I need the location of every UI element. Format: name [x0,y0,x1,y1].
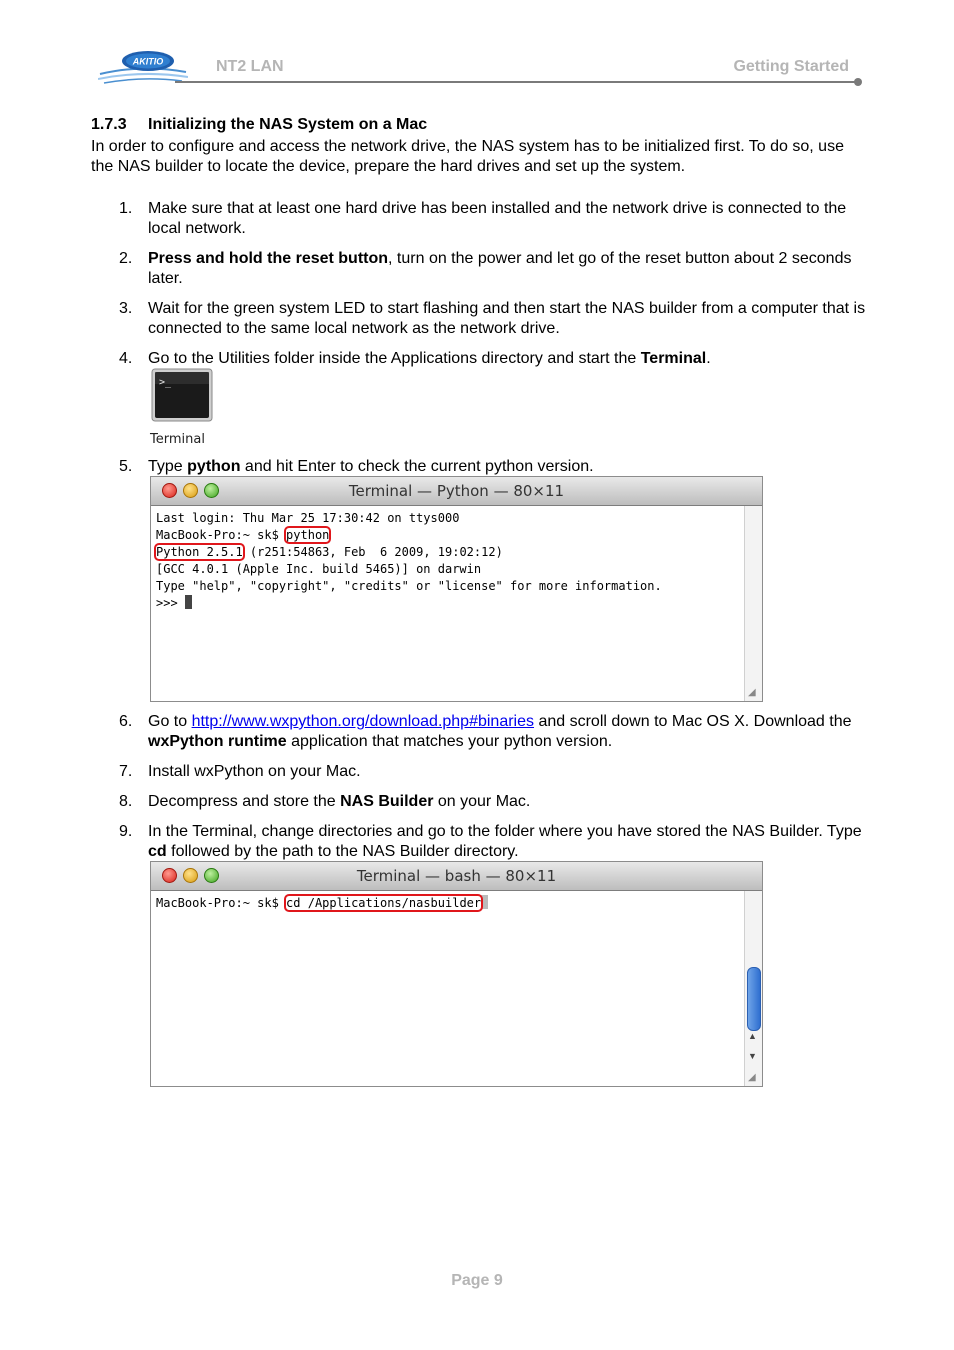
scroll-up-icon[interactable]: ▲ [748,1031,757,1041]
scrollbar[interactable] [744,891,762,1086]
terminal-window-python [150,476,763,702]
terminal-output[interactable] [151,506,762,616]
terminal-output[interactable] [151,891,762,916]
page-header [90,40,865,90]
window-titlebar [151,862,762,891]
highlighted-version: Python 2.5.1 [156,545,243,559]
highlighted-command: python [286,528,330,542]
terminal-line: >>> [156,595,757,612]
terminal-line: Type "help", "copyright", "credits" or "license" for more information. [156,579,662,593]
terminal-app-label: Terminal [150,432,205,447]
intro-paragraph: In order to configure and access the network drive, the NAS system has to be initialized first. To do so, use the NAS builder to locate the device, prepare the hard drives and set up the system. [91,138,844,175]
highlighted-command: cd /Applications/nasbuilder [286,896,482,910]
svg-text:AKITIO: AKITIO [132,56,164,67]
terminal-line: [GCC 4.0.1 (Apple Inc. build 5465)] on darwin [156,562,482,576]
header-product: NT2 LAN [216,58,284,75]
window-title: Terminal — bash — 80×11 [356,867,557,885]
section-title: Initializing the NAS System on a Mac [148,116,428,133]
text-cursor [481,895,488,909]
terminal-line: MacBook-Pro:~ sk$ cd /Applications/nasbuilder [156,895,757,912]
wxpython-download-link[interactable]: http://www.wxpython.org/download.php#binaries [191,713,535,730]
window-title: Terminal — Python — 80×11 [348,482,565,500]
scroll-down-icon[interactable]: ▼ [748,1051,757,1061]
window-titlebar [151,477,762,506]
terminal-line: Python 2.5.1 (r251:54863, Feb 6 2009, 19:02:12) [156,545,503,559]
header-rule-end [854,78,862,86]
terminal-line: MacBook-Pro:~ sk$ python [156,528,330,542]
terminal-line: Last login: Thu Mar 25 17:30:42 on ttys000 [156,511,460,525]
terminal-window-bash [150,861,763,1087]
terminal-app-icon [151,368,213,422]
akitio-logo [98,46,188,86]
section-number: 1.7.3 [91,116,127,133]
svg-text:>_: >_ [159,377,172,388]
scroll-thumb[interactable] [747,967,761,1031]
header-rule [175,81,859,83]
resize-grip-icon[interactable]: ◢ [748,687,756,698]
header-chapter: Getting Started [733,58,849,75]
page-number: Page 9 [451,1272,503,1289]
text-cursor [185,595,192,609]
section-heading [91,116,427,134]
resize-grip-icon[interactable]: ◢ [748,1072,756,1083]
scrollbar[interactable] [744,506,762,701]
